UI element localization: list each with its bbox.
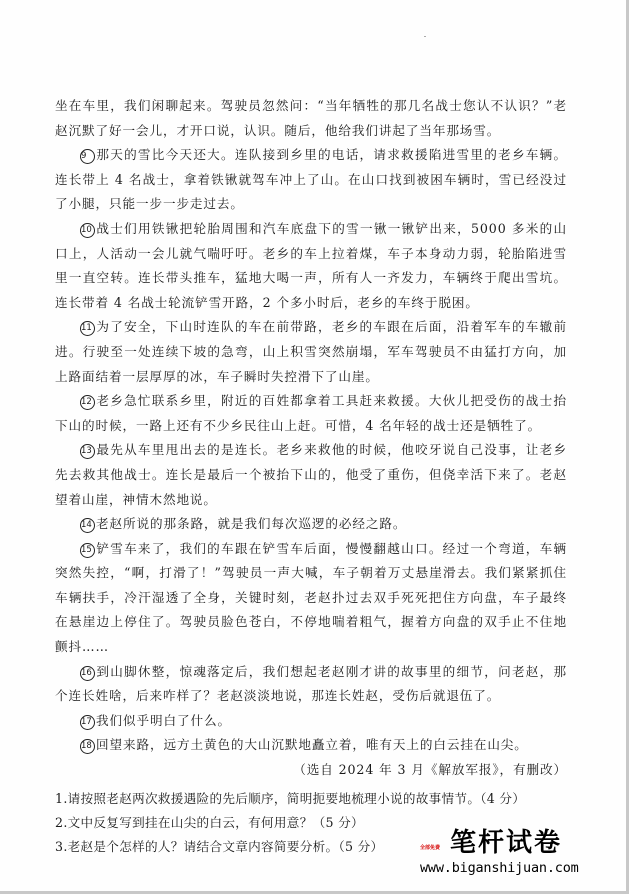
paragraph-17: 17 我们似乎明白了什么。 [81,712,231,728]
paragraph-number-badge: 12 [80,395,95,410]
paragraph-10: 10 战士们用铁锹把轮胎周围和汽车底盘下的雪一锹一锹铲出来，5000 多米的山口上，人活动一会儿就气喘吁吁。老乡的车上拉着煤，车子本身动力弱，轮胎陷进雪里一直空转。连长带头推车，猛地大喝一声，所有人一齐发力，车辆终于爬出雪坑。连长带着 4 名战士轮流铲雪开路，2 个多小时后，老乡的车终于脱困。 [55,220,567,310]
paragraph-number-badge: 14 [80,518,95,533]
question-1: 1.请按照老赵两次救援遇险的先后顺序，简明扼要地梳理小说的故事情节。（4 分） [55,790,526,806]
paragraph-8-continuation: 坐在车里，我们闲聊起来。驾驶员忽然问：“当年牺牲的那几名战士您认不认识？”老赵沉默了好一会儿，才开口说，认识。随后，他给我们讲起了当年那场雪。 [55,98,567,138]
paragraph-9: 9 那天的雪比今天还大。连队接到乡里的电话，请求救援陷进雪里的老乡车辆。连长带上 4 名战士，拿着铁锹就驾车冲上了山。在山口找到被困车辆时，雪已经没过了小腿，只能一步一步走过去。 [55,147,567,212]
paragraph-12: 12 老乡急忙联系乡里，附近的百姓都拿着工具赶来救援。大伙儿把受伤的战士抬下山的时候，一路上还有不少乡民往山上赶。可惜，4 名年轻的战士还是牺牲了。 [55,393,567,433]
watermark-badge: 全部免费 [420,845,441,851]
source-citation: （选自 2024 年 3 月《解放军报》，有删改） [293,762,567,778]
paragraph-number-badge: 11 [80,321,95,336]
question-2: 2.文中反复写到挂在山尖的白云，有何用意？（5 分） [55,814,364,830]
paragraph-14: 14 老赵所说的那条路，就是我们每次巡逻的必经之路。 [81,516,407,532]
scan-speck [424,36,426,37]
paragraph-16: 16 到山脚休整，惊魂落定后，我们想起老赵刚才讲的故事里的细节，问老赵，那个连长姓啥，后来咋样了？老赵淡淡地说，那连长姓赵，受伤后就退伍了。 [55,663,567,704]
paragraph-number-badge: 16 [80,666,95,681]
article-body [55,94,567,859]
question-3: 3.老赵是个怎样的人？请结合文章内容简要分析。（5 分） [55,838,384,854]
paragraph-18: 18 回望来路，远方土黄色的大山沉默地矗立着，唯有天上的白云挂在山尖。 [81,737,528,753]
paragraph-15: 15 铲雪车来了，我们的车跟在铲雪车后面，慢慢翻越山口。经过一个弯道，车辆突然失控，“啊，打滑了！”驾驶员一声大喊，车子朝着万丈悬崖滑去。我们紧紧抓住车辆扶手，冷汗湿透了全身，关键时刻，老赵扑过去双手死死把住方向盘，车子最终在悬崖边上停住了。驾驶员脸色苍白，不停地喘着粗气，握着方向盘的双手止不住地颤抖…… [55,540,567,655]
paragraph-number-badge: 17 [80,715,95,730]
watermark-url: www.biganshijuan.com [420,860,579,876]
paragraph-number-badge: 13 [80,444,95,459]
paragraph-13: 13 最先从车里甩出去的是连长。老乡来救他的时候，他咬牙说自己没事，让老乡先去救其他战士。连长是最后一个被抬下山的，他受了重伤，但侥幸活下来了。老赵望着山崖，神情木然地说。 [55,442,567,507]
paragraph-number-badge: 15 [80,543,95,558]
paragraph-11: 11 为了安全，下山时连队的车在前带路，老乡的车跟在后面，沿着军车的车辙前进。行驶至一处连续下坡的急弯，山上积雪突然崩塌，军车驾驶员不由猛打方向，加上路面结着一层厚厚的冰，车子瞬时失控滑下了山崖。 [55,319,567,384]
watermark-logo [420,828,600,880]
paragraph-number-badge: 9 [80,149,95,164]
watermark-title: 笔杆试卷 [450,828,563,858]
paragraph-number-badge: 10 [80,223,95,238]
paragraph-number-badge: 18 [80,739,95,754]
